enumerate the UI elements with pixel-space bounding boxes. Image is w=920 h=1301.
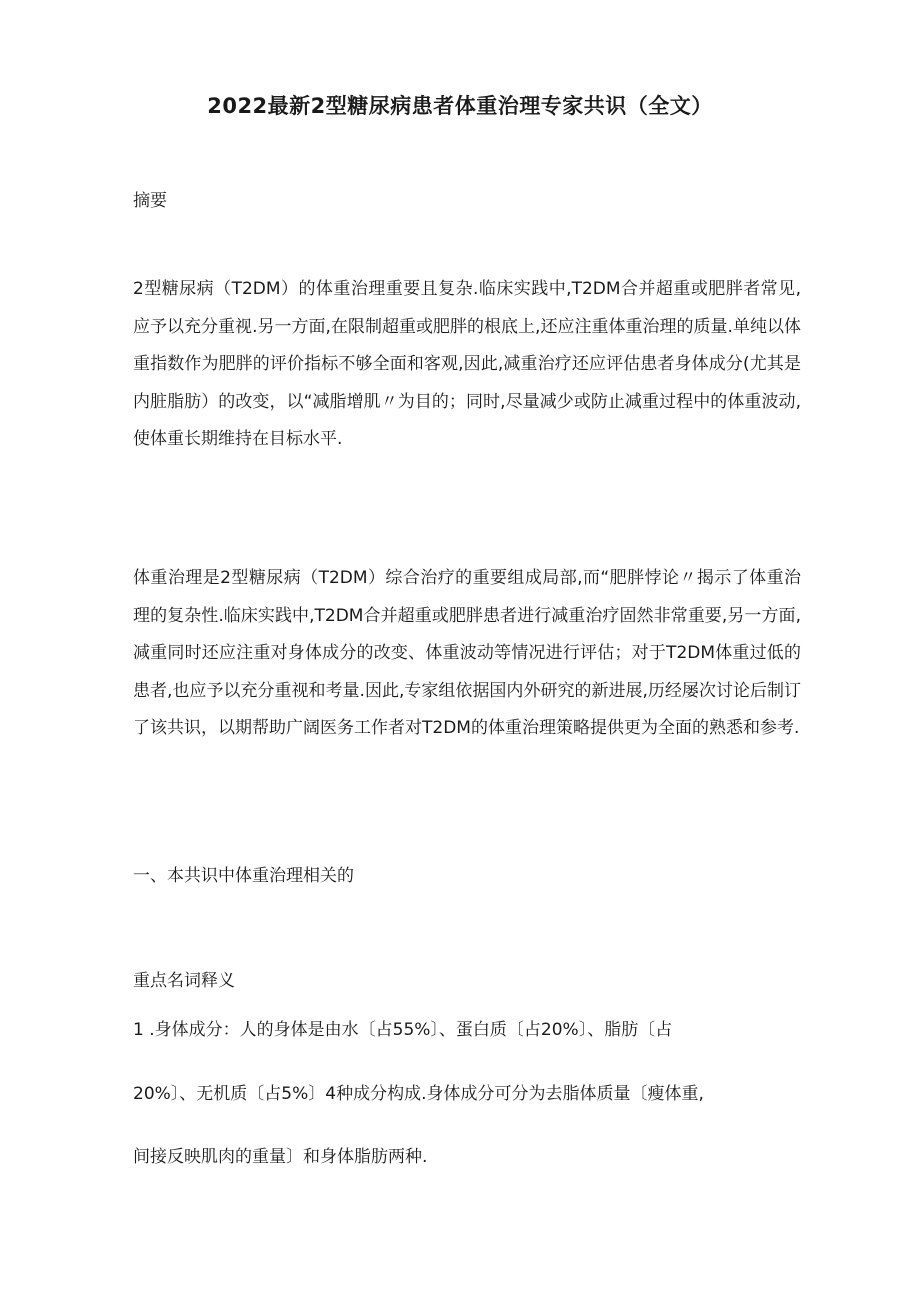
document-title: 2022最新2型糖尿病患者体重治理专家共识（全文）	[207, 94, 713, 118]
section-heading: 一、本共识中体重治理相关的	[133, 866, 354, 886]
intro-paragraph: 体重治理是2型糖尿病（T2DM）综合治疗的重要组成局部,而“肥胖悖论〃揭示了体重治理的复杂性.临床实践中,T2DM合并超重或肥胖患者进行减重治疗固然非常重要,另一方面,减重同时还应注重对身体成分的改变、体重波动等情况进行评估；对于T2DM体重过低的患者,也应予以充分重视和考量.因此,专家组依据国内外研究的新进展,历经屡次讨论后制订了该共识，以期帮助广阔医务工作者对T2DM的体重治理策略提供更为全面的熟悉和参考.	[133, 568, 801, 738]
definition-line: 1 .身体成分：人的身体是由水〔占55%〕、蛋白质〔占20%〕、脂肪〔占	[133, 1020, 673, 1040]
abstract-heading: 摘要	[133, 191, 167, 211]
subsection-heading: 重点名词释义	[133, 971, 235, 991]
definition-line: 20%〕、无机质〔占5%〕4种成分构成.身体成分可分为去脂体质量〔瘦体重,	[133, 1084, 704, 1104]
definition-line: 间接反映肌肉的重量〕和身体脂肪两种.	[133, 1147, 428, 1167]
abstract-paragraph: 2型糖尿病（T2DM）的体重治理重要且复杂.临床实践中,T2DM合并超重或肥胖者常见,应予以充分重视.另一方面,在限制超重或肥胖的根底上,还应注重体重治理的质量.单纯以体重指数作为肥胖的评价指标不够全面和客观,因此,减重治疗还应评估患者身体成分(尤其是内脏脂肪）的改变，以“减脂增肌〃为目的；同时,尽量减少或防止减重过程中的体重波动,使体重长期维持在目标水平.	[133, 279, 801, 449]
